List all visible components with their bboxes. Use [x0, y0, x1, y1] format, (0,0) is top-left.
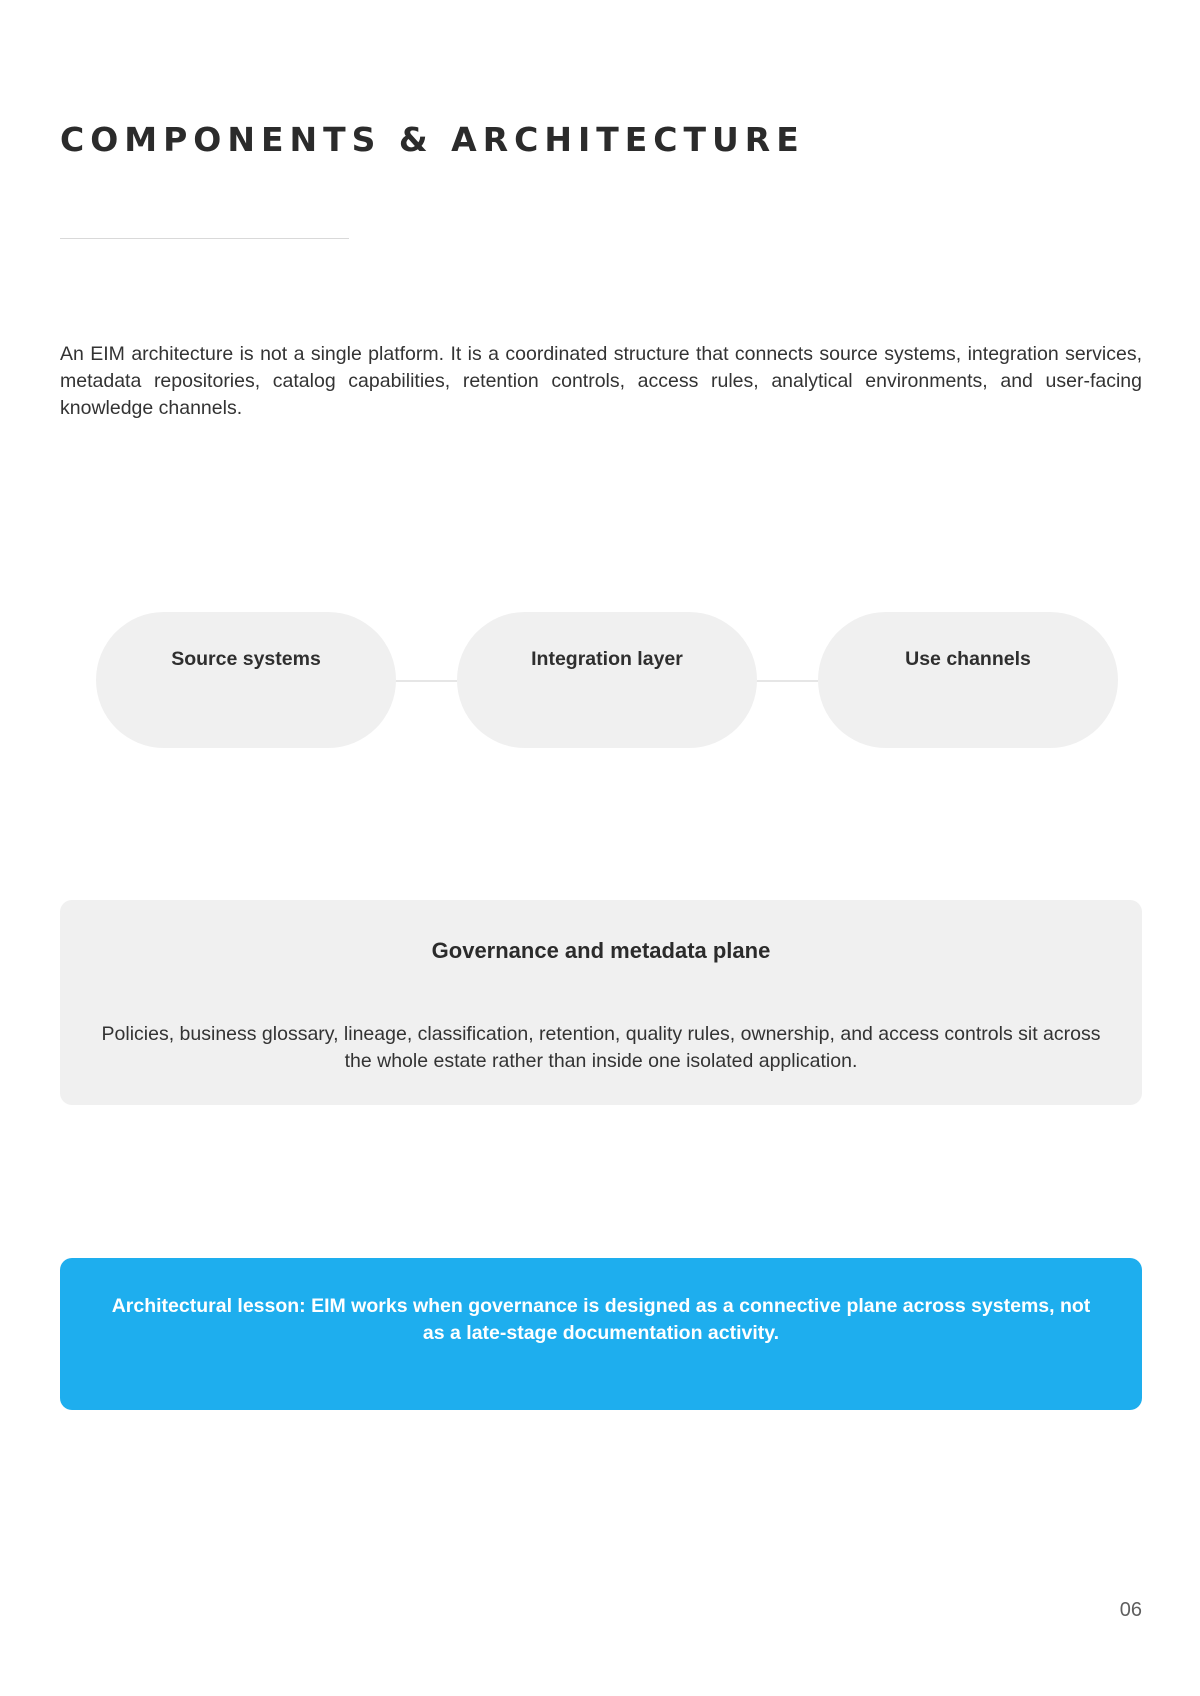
- governance-panel: [60, 900, 1142, 1105]
- governance-body: Policies, business glossary, lineage, classification, retention, quality rules, ownership, and access controls sit across the whole estate rather than inside one isolated application.: [101, 1023, 1101, 1072]
- title-divider: [60, 238, 349, 239]
- flow-node-use-channels: [818, 612, 1118, 748]
- governance-title: Governance and metadata plane: [431, 938, 771, 963]
- flow-node-integration-layer: [457, 612, 757, 748]
- flow-node-label: Source systems: [171, 648, 321, 670]
- flow-node-label: Use channels: [905, 648, 1031, 670]
- lesson-text: Architectural lesson: EIM works when governance is designed as a connective plane across systems, not as a late-stage documentation activity.: [111, 1295, 1091, 1344]
- flow-connector-1: [395, 680, 457, 682]
- flow-node-source-systems: [96, 612, 396, 748]
- intro-paragraph: An EIM architecture is not a single platform. It is a coordinated structure that connects source systems, integration services, metadata repositories, catalog capabilities, retention controls, access rules, analytical environments, and user-facing knowledge channels.: [60, 343, 1142, 419]
- flow-connector-2: [756, 680, 818, 682]
- flow-node-label: Integration layer: [531, 648, 683, 670]
- page-number: 06: [1119, 1599, 1142, 1621]
- page-title: COMPONENTS & ARCHITECTURE: [60, 120, 805, 159]
- lesson-callout: [60, 1258, 1142, 1410]
